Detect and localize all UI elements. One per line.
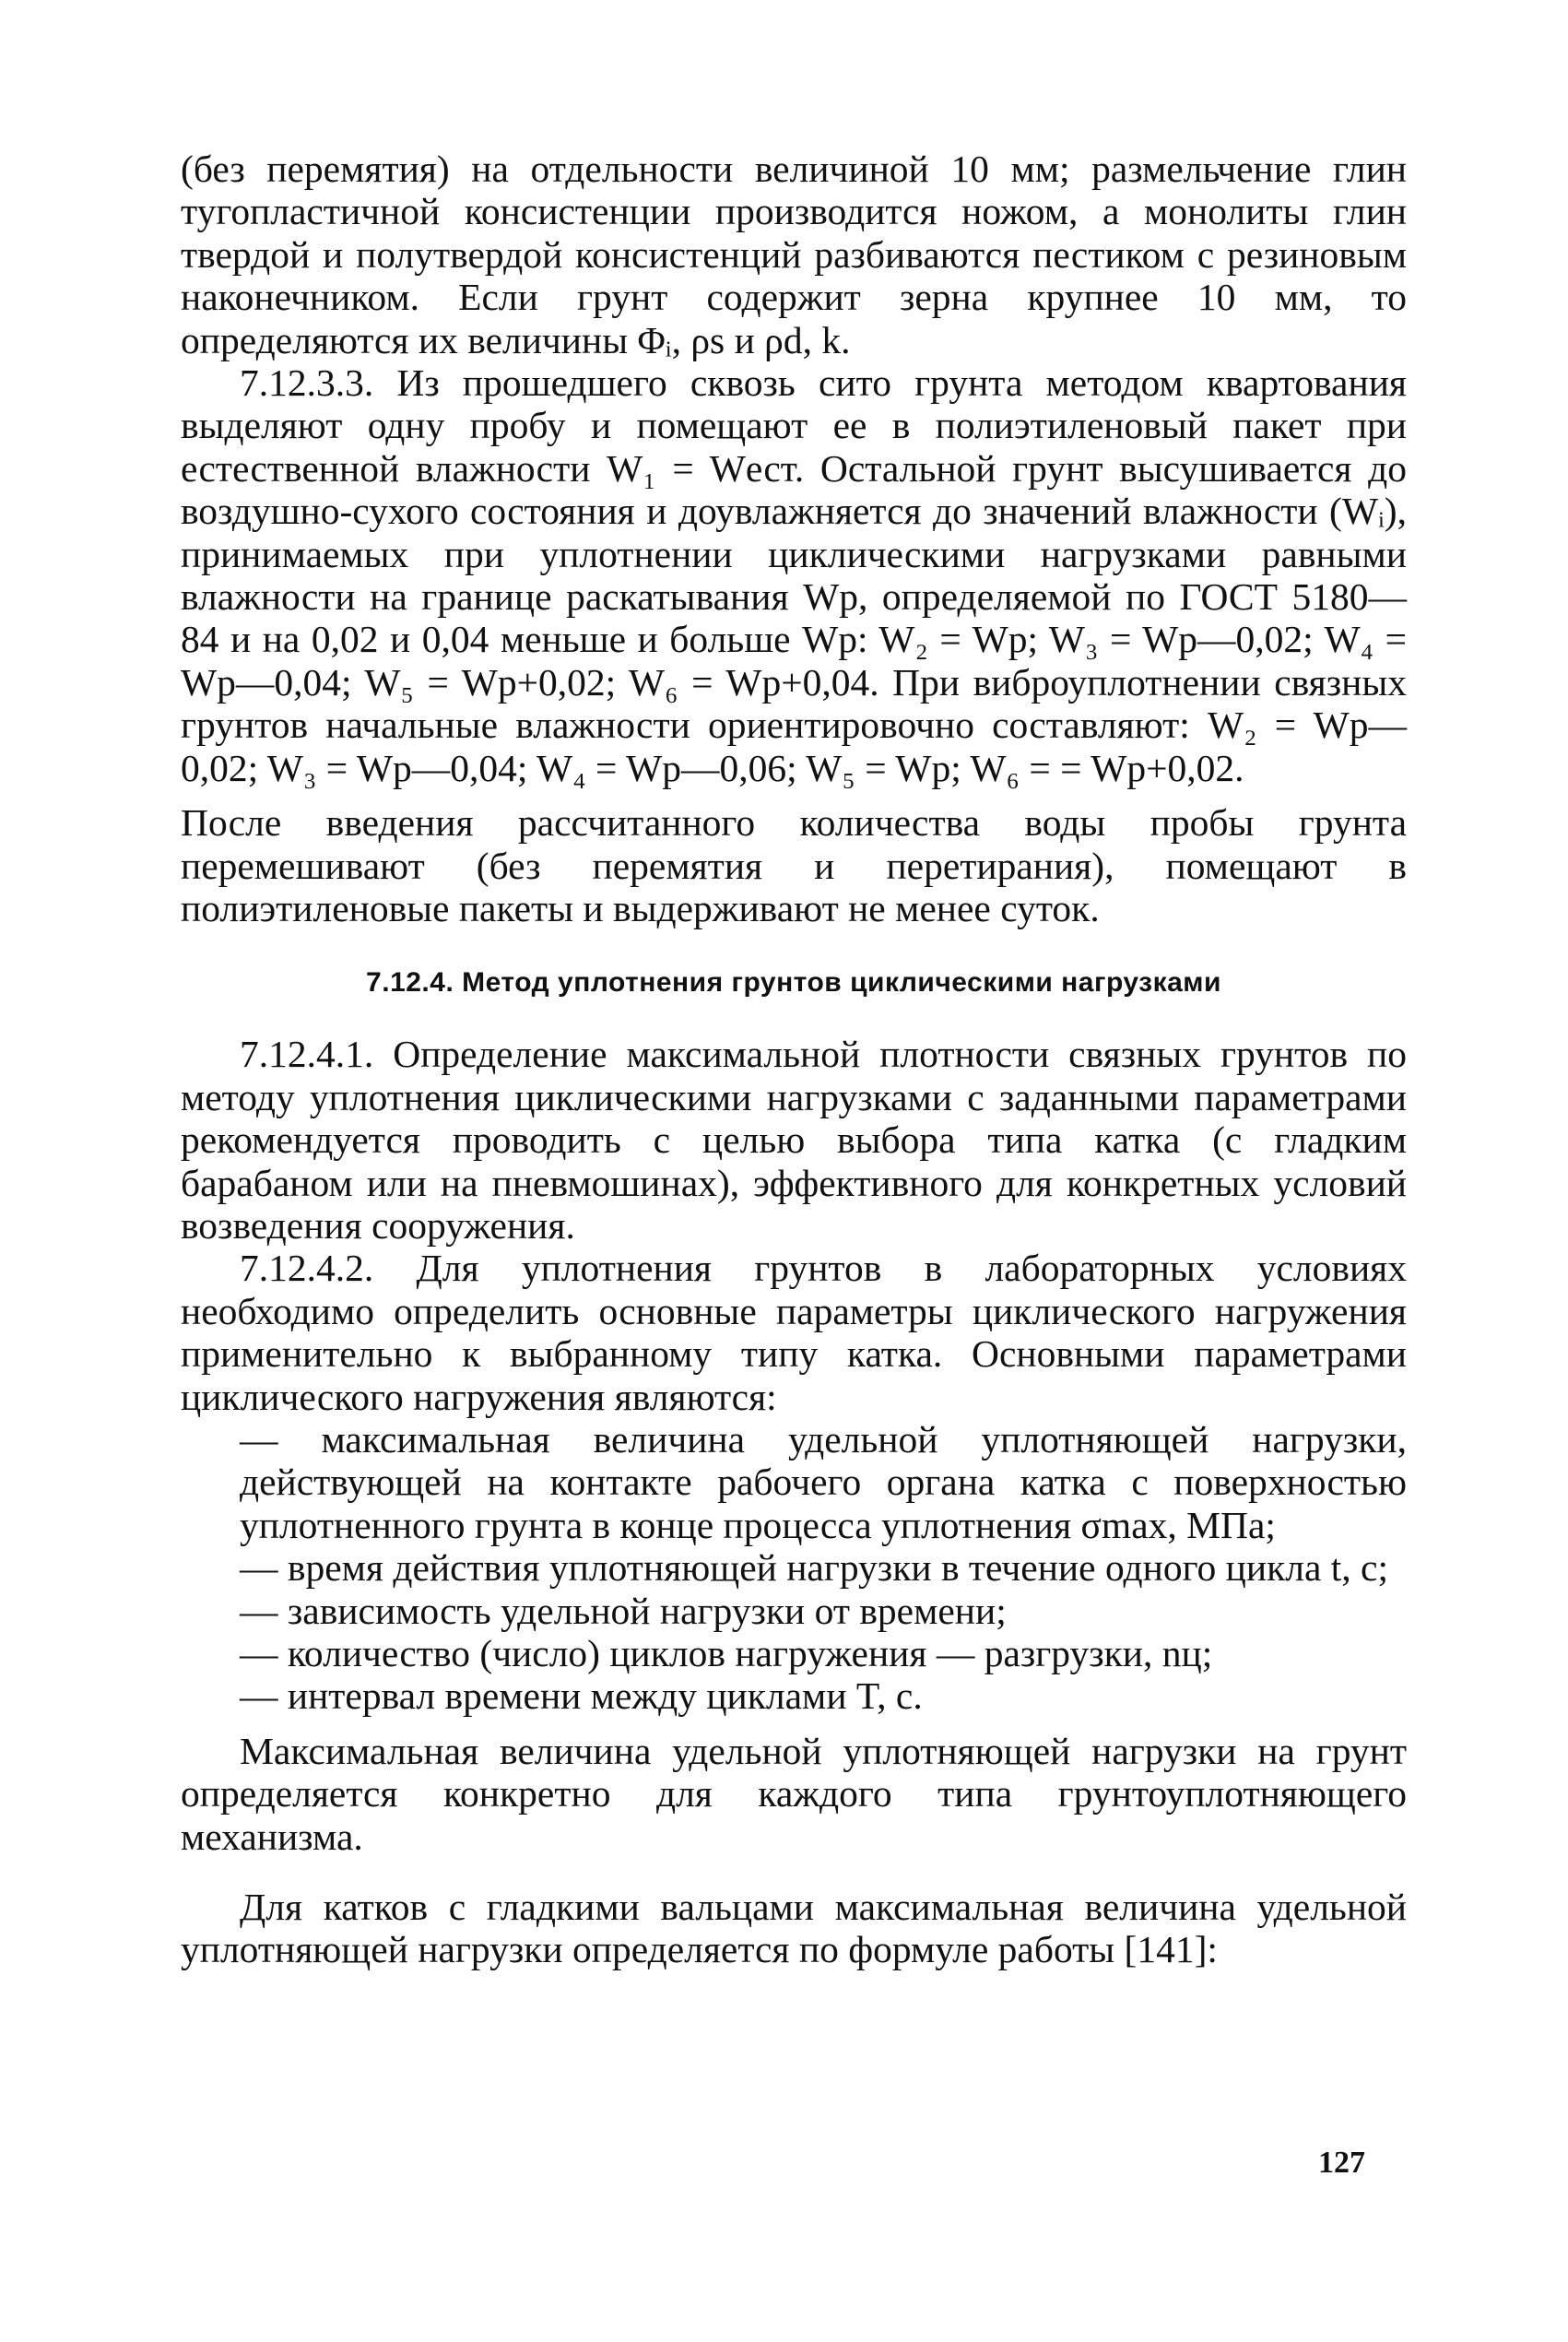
section-heading: 7.12.4. Метод уплотнения грунтов циклическими нагрузками [366,967,1221,999]
page-number: 127 [1318,2146,1365,2180]
paragraph-7-12-4-2: 7.12.4.2. Для уплотнения грунтов в лабораторных условиях необходимо определить основные параметры циклического нагружения применительно к выбранному типу катка. Основными параметрами циклического нагружения являются: [181,1247,1407,1418]
paragraph-after-water: После введения рассчитанного количества воды пробы грунта перемешивают (без перемятия и перетирания), помещают в полиэтиленовые пакеты и выдерживают не менее суток. [181,801,1407,929]
list-item-cycle-count: — количество (число) циклов нагружения — разгрузки, nц; [240,1632,1213,1674]
paragraph-max-load: Максимальная величина удельной уплотняющей нагрузки на грунт определяется конкретно для каждого типа грунтоуплотняющего механизма. [181,1729,1407,1858]
page-body [181,148,1407,1971]
list-item-load-time: — время действия уплотняющей нагрузки в течение одного цикла t, с; [240,1546,1388,1590]
paragraph-7-12-3-3: 7.12.3.3. Из прошедшего сквозь сито грунта методом квартования выделяют одну пробу и помещают ее в полиэтиленовый пакет при естественной влажности W₁ = Wест. Остальной грунт высушивается до воздушно-сухого состояния и доувлажняется до значений влажности (Wᵢ), принимаемых при уплотнении циклическими нагрузками равными влажности на границе раскатывания Wp, определяемой по ГОСТ 5180—84 и на 0,02 и 0,04 меньше и больше Wp: W₂ = Wp; W₃ = Wp—0,02; W₄ = Wp—0,04; W₅ = Wp+0,02; W₆ = Wp+0,04. При виброуплотнении связных грунтов начальные влажности ориентировочно составляют: W₂ = Wp—0,02; W₃ = Wp—0,04; W₄ = Wp—0,06; W₅ = Wp; W₆ = = Wp+0,02. [181,361,1407,789]
list-item-max-load: — максимальная величина удельной уплотняющей нагрузки, действующей на контакте рабочего органа катка с поверхностью уплотненного грунта в конце процесса уплотнения σmax, МПа; [240,1417,1407,1546]
paragraph-7-12-4-1: 7.12.4.1. Определение максимальной плотности связных грунтов по методу уплотнения циклическими нагрузками с заданными параметрами рекомендуется проводить с целью выбора типа катка (с гладким барабаном или на пневмошинах), эффективного для конкретных условий возведения сооружения. [181,1033,1407,1247]
paragraph-smooth-rollers: Для катков с гладкими вальцами максимальная величина удельной уплотняющей нагрузки определяется по формуле работы [141]: [181,1886,1407,1971]
paragraph-continuation: (без перемятия) на отдельности величиной 10 мм; размельчение глин тугопластичной консистенции производится ножом, а монолиты глин твердой и полутвердой консистенций разбиваются пестиком с резиновым наконечником. Если грунт содержит зерна крупнее 10 мм, то определяются их величины Φᵢ, ρs и ρd, k. [181,148,1407,361]
list-item-interval: — интервал времени между циклами T, с. [240,1674,923,1718]
list-item-load-dependence: — зависимость удельной нагрузки от времени; [240,1589,1007,1632]
